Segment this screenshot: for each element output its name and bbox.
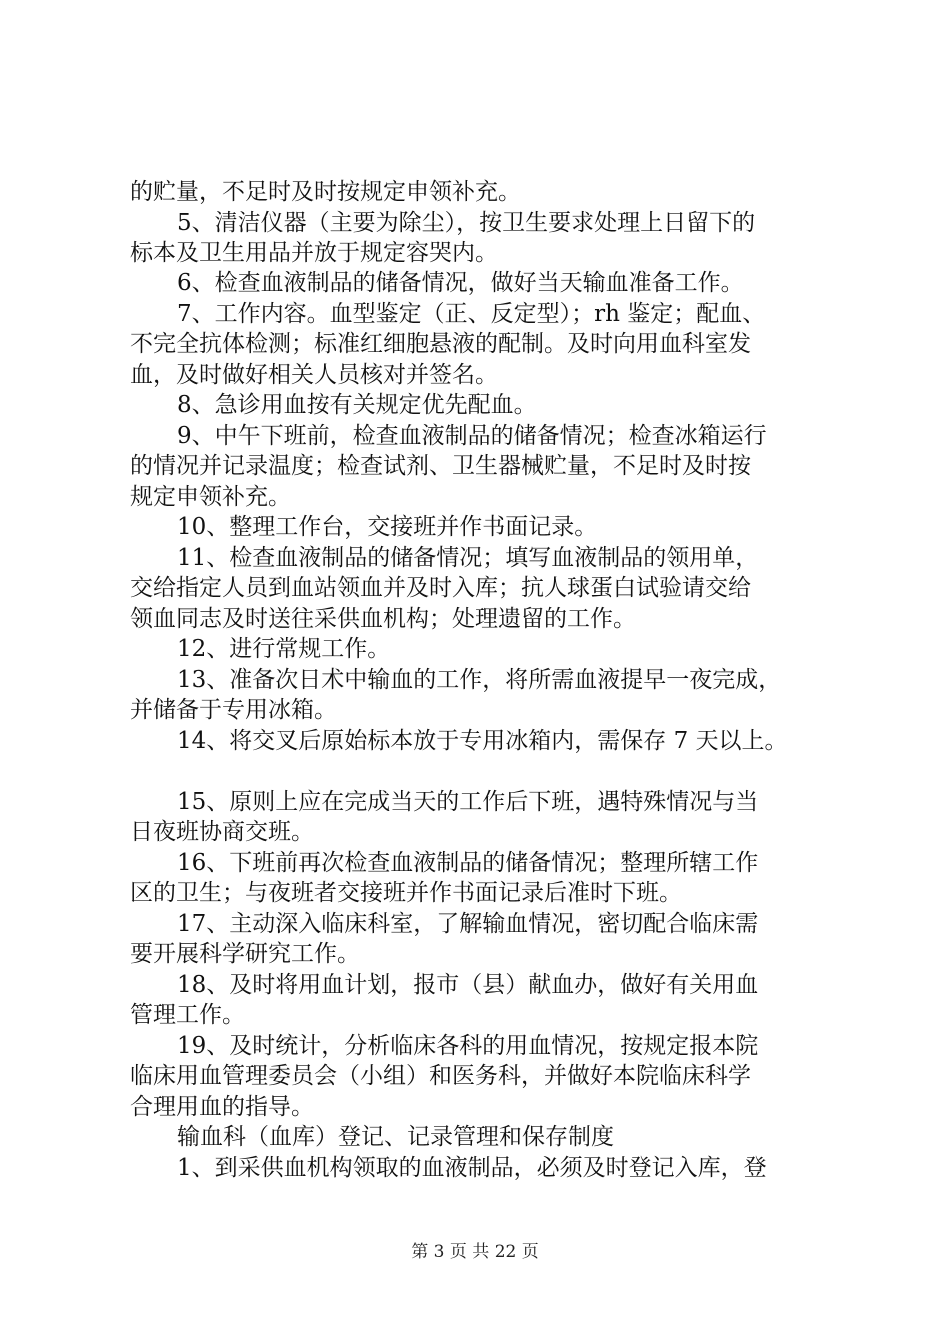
text-line: 的情况并记录温度；检查试剂、卫生器械贮量，不足时及时按 [130, 453, 751, 479]
text-line: 5、清洁仪器（主要为除尘），按卫生要求处理上日留下的 [177, 210, 756, 236]
page-number-footer: 第 3 页 共 22 页 [411, 1242, 539, 1262]
text-line: 标本及卫生用品并放于规定容哭内。 [130, 240, 498, 266]
text-line: 15、原则上应在完成当天的工作后下班，遇特殊情况与当 [177, 789, 759, 815]
text-line: 16、下班前再次检查血液制品的储备情况；整理所辖工作 [177, 850, 759, 876]
text-line: 管理工作。 [130, 1002, 245, 1028]
text-line: 11、检查血液制品的储备情况；填写血液制品的领用单， [177, 545, 759, 571]
text-line: 13、准备次日术中输血的工作，将所需血液提早一夜完成， [177, 667, 782, 693]
text-line: 6、检查血液制品的储备情况，做好当天输血准备工作。 [177, 270, 744, 296]
section-heading: 输血科（血库）登记、记录管理和保存制度 [177, 1124, 614, 1150]
text-line: 的贮量，不足时及时按规定申领补充。 [130, 179, 521, 205]
text-line: 临床用血管理委员会（小组）和医务科，并做好本院临床科学 [130, 1063, 751, 1089]
text-line: 18、及时将用血计划，报市（县）献血办，做好有关用血 [177, 972, 759, 998]
text-line: 血，及时做好相关人员核对并签名。 [130, 362, 498, 388]
text-line: 1、到采供血机构领取的血液制品，必须及时登记入库，登 [177, 1155, 767, 1181]
text-line: 区的卫生；与夜班者交接班并作书面记录后准时下班。 [130, 880, 682, 906]
text-line: 12、进行常规工作。 [177, 636, 391, 662]
text-line: 9、中午下班前，检查血液制品的储备情况；检查冰箱运行 [177, 423, 767, 449]
text-line: 规定申领补充。 [130, 484, 291, 510]
text-line: 并储备于专用冰箱。 [130, 697, 337, 723]
text-line: 10、整理工作台，交接班并作书面记录。 [177, 514, 598, 540]
text-line: 14、将交叉后原始标本放于专用冰箱内，需保存 7 天以上。 [177, 728, 788, 754]
text-line: 7、工作内容。血型鉴定（正、反定型）；rh 鉴定；配血、 [177, 301, 766, 327]
text-line: 19、及时统计，分析临床各科的用血情况，按规定报本院 [177, 1033, 759, 1059]
text-line: 不完全抗体检测；标准红细胞悬液的配制。及时向用血科室发 [130, 331, 751, 357]
text-line: 8、急诊用血按有关规定优先配血。 [177, 392, 537, 418]
text-line: 17、主动深入临床科室，了解输血情况，密切配合临床需 [177, 911, 759, 937]
text-line: 合理用血的指导。 [130, 1094, 314, 1120]
text-line: 日夜班协商交班。 [130, 819, 314, 845]
text-line: 要开展科学研究工作。 [130, 941, 360, 967]
text-line: 领血同志及时送往采供血机构；处理遗留的工作。 [130, 606, 636, 632]
text-line: 交给指定人员到血站领血并及时入库；抗人球蛋白试验请交给 [130, 575, 751, 601]
